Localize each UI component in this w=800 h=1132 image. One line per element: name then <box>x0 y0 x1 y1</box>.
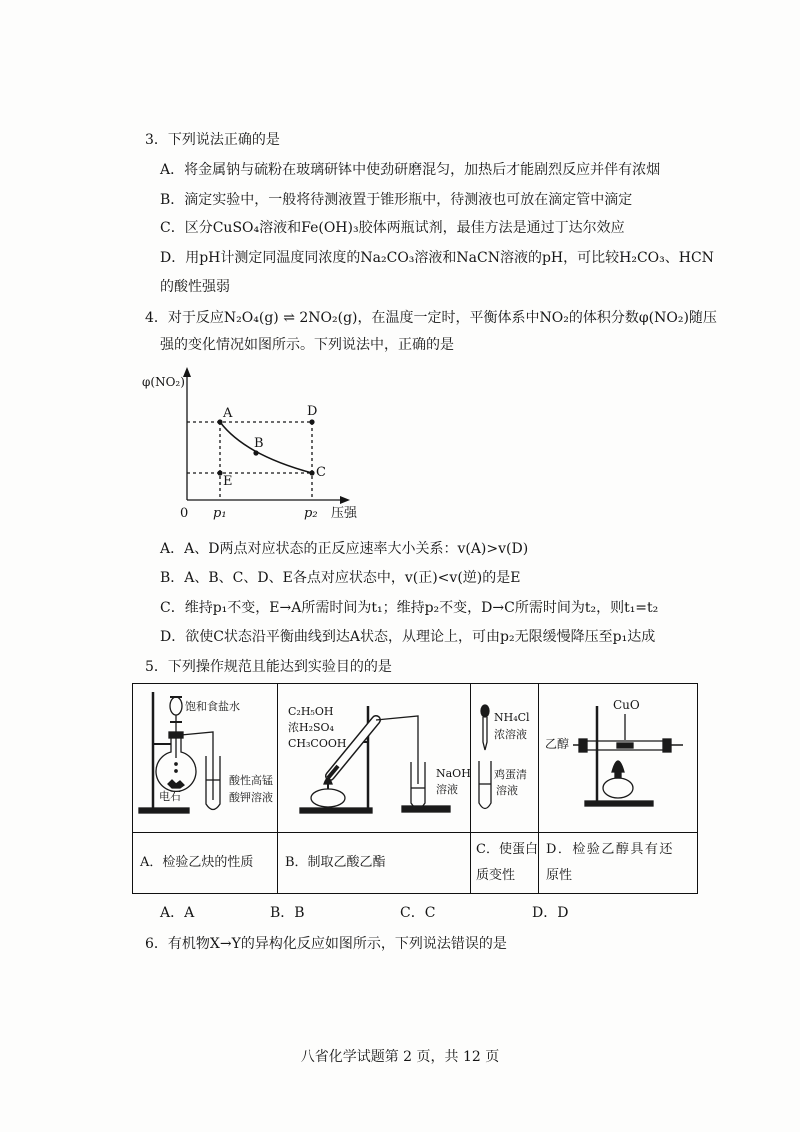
q3-option-b: B．滴定实验中，一般将待测液置于锥形瓶中，待测液也可放在滴定管中滴定 <box>160 192 633 208</box>
apparatus-row <box>133 684 698 833</box>
burner-flame <box>612 761 624 772</box>
label-saturated-brine: 饱和食盐水 <box>185 700 240 713</box>
caption-cell-d <box>539 833 698 894</box>
point-e-label: E <box>223 474 233 489</box>
label-naoh: NaOH <box>436 767 471 780</box>
label-nh4cl: NH₄Cl <box>494 711 530 724</box>
caption-a: A．检验乙炔的性质 <box>140 855 254 870</box>
apparatus-cell-b <box>278 684 471 833</box>
graph-x-label: 压强 <box>331 506 358 521</box>
q4-option-a: A．A、D两点对应状态的正反应速率大小关系：v(A)>v(D) <box>160 541 529 557</box>
delivery-tube <box>376 716 418 784</box>
stand-base-left <box>300 808 372 813</box>
q3-stem: 3．下列说法正确的是 <box>145 132 280 148</box>
q5-stem: 5．下列操作规范且能达到实验目的的是 <box>145 659 392 675</box>
q5-experiment-table <box>132 683 698 894</box>
q4-stem-line1: 4．对于反应N₂O₄(g) ⇌ 2NO₂(g)，在温度一定时，平衡体系中NO₂的体积分数φ(NO₂)随压 <box>145 310 717 326</box>
q3-option-d: D．用pH计测定同温度同浓度的Na₂CO₃溶液和NaCN溶液的pH，可比较H₂CO₃、HCN <box>160 250 714 266</box>
point-a-label: A <box>223 406 233 421</box>
caption-c-line2: 质变性 <box>476 868 516 883</box>
point-d <box>309 419 314 424</box>
caption-d-line1: D．检验乙醇具有还 <box>546 842 674 857</box>
graph-y-label: φ(NO₂) <box>142 375 185 389</box>
protein-apparatus-drawing <box>471 684 539 832</box>
label-egg-white: 鸡蛋清 <box>494 768 527 781</box>
label-ethanol-inlet: 乙醇 <box>545 737 570 751</box>
label-egg-white-solution: 溶液 <box>496 784 518 797</box>
q5-choice-a: A．A <box>160 905 195 921</box>
label-calcium-carbide: 电石 <box>159 790 181 803</box>
q4-stem-line2: 强的变化情况如图所示。下列说法中，正确的是 <box>160 337 454 353</box>
caption-d-line2: 原性 <box>546 868 573 883</box>
caption-c-line1: C．使蛋白 <box>476 842 538 857</box>
droplet <box>175 770 177 772</box>
flask-stopper <box>169 732 183 738</box>
delivery-tube <box>181 732 213 800</box>
graph-tick-p1: p₁ <box>213 506 227 521</box>
apparatus-cell-c <box>471 684 539 833</box>
caption-row <box>133 833 698 894</box>
test-tube <box>479 761 491 809</box>
page-footer: 八省化学试题第 2 页，共 12 页 <box>300 1049 500 1065</box>
caption-b: B．制取乙酸乙酯 <box>285 855 386 870</box>
q5-choice-b: B．B <box>270 905 305 921</box>
label-naoh-solution: 溶液 <box>436 783 458 796</box>
caption-cell-c <box>471 833 539 894</box>
label-kmno4-line1: 酸性高锰 <box>229 774 273 787</box>
point-d-label: D <box>307 404 318 419</box>
dropper-tube <box>483 717 487 750</box>
apparatus-cell-a <box>133 684 278 833</box>
separatory-funnel <box>170 697 182 715</box>
equilibrium-curve <box>220 422 312 473</box>
graph-tick-p2: p₂ <box>304 506 318 521</box>
stand-base <box>139 808 189 813</box>
alcohol-lamp <box>311 789 345 807</box>
x-axis-arrow <box>340 496 350 504</box>
point-b-label: B <box>254 436 264 451</box>
q3-option-c: C．区分CuSO₄溶液和Fe(OH)₃胶体两瓶试剂，最佳方法是通过丁达尔效应 <box>160 220 625 236</box>
label-kmno4-line2: 酸钾溶液 <box>229 791 273 804</box>
apparatus-cell-d <box>539 684 698 833</box>
label-conc-solution: 浓溶液 <box>494 728 527 741</box>
q4-equilibrium-graph <box>130 360 370 530</box>
point-c-label: C <box>316 465 326 480</box>
stand-base-right <box>402 806 450 812</box>
graph-origin-label: 0 <box>180 506 189 521</box>
label-ethanol: C₂H₅OH <box>288 705 334 718</box>
q5-choice-c: C．C <box>400 905 436 921</box>
point-e <box>217 470 222 475</box>
label-cuo: CuO <box>613 698 640 712</box>
q5-choice-d: D．D <box>532 905 569 921</box>
point-c <box>309 470 314 475</box>
q4-option-d: D．欲使C状态沿平衡曲线到达A状态，从理论上，可由p₂无限缓慢降压至p₁达成 <box>160 629 656 645</box>
dropper-bulb <box>481 705 489 717</box>
caption-cell-b <box>278 833 471 894</box>
burner-body <box>603 778 633 798</box>
cuo-sample <box>617 743 633 748</box>
label-acetic-acid: CH₃COOH <box>288 737 347 750</box>
burner-neck <box>615 772 621 778</box>
stand-base <box>585 801 653 806</box>
label-conc-sulfuric-acid: 浓H₂SO₄ <box>288 721 334 734</box>
q3-option-d-continued: 的酸性强弱 <box>160 279 230 295</box>
right-stopper <box>663 739 671 752</box>
q4-option-c: C．维持p₁不变，E→A所需时间为t₁；维持p₂不变，D→C所需时间为t₂，则t₁=t₂ <box>160 600 659 616</box>
q4-option-b: B．A、B、C、D、E各点对应状态中，v(正)<v(逆)的是E <box>160 570 521 586</box>
point-a <box>217 419 222 424</box>
droplet <box>175 763 177 765</box>
q3-option-a: A．将金属钠与硫粉在玻璃研钵中使劲研磨混匀，加热后才能剧烈反应并伴有浓烟 <box>160 162 661 178</box>
q6-stem: 6．有机物X→Y的异构化反应如图所示，下列说法错误的是 <box>145 936 507 952</box>
calcium-carbide-lumps <box>168 780 184 788</box>
caption-cell-a <box>133 833 278 894</box>
